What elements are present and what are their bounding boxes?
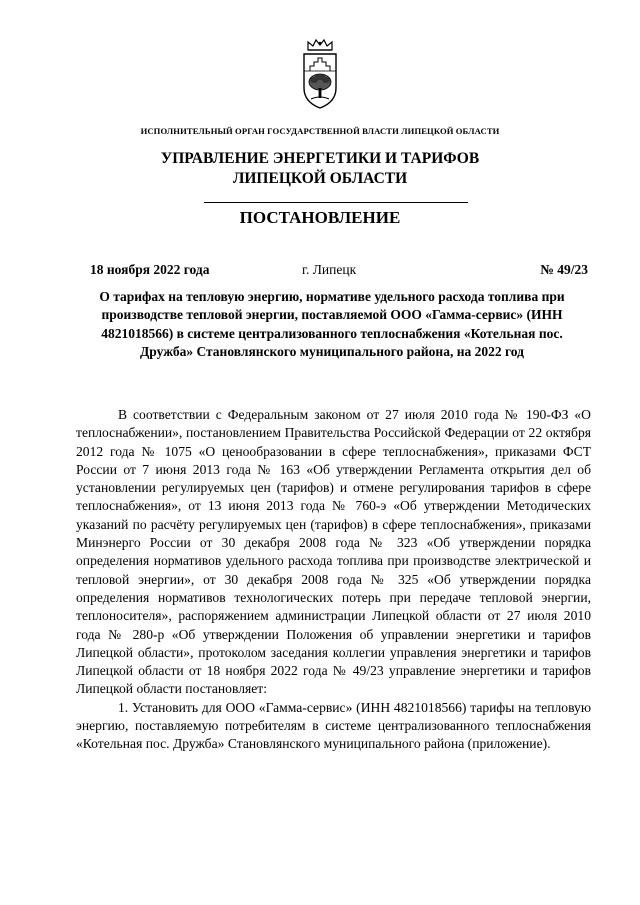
document-body xyxy=(76,406,591,754)
header-divider xyxy=(204,202,468,203)
document-date: 18 ноября 2022 года xyxy=(90,262,210,277)
body-paragraph-preamble: В соответствии с Федеральным законом от 27 июля 2010 года № 190-ФЗ «О теплоснабжении», постановлением Правительства Российской Федерации от 22 октября 2012 года № 1075 «О ценообразовании в сфере теплоснабжения», приказами ФСТ России от 7 июня 2013 года № 163 «Об утверждении Регламента открытия дел об установлении регулируемых цен (тарифов) и отмене регулирования тарифов в сфере теплоснабжения», от 13 июня 2013 года № 760-э «Об утверждении Методических указаний по расчёту регулируемых цен (тарифов) в сфере теплоснабжения», приказами Минэнерго России от 30 декабря 2008 года № 323 «Об утверждении порядка определения нормативов удельного расхода топлива при производстве электрической и тепловой энергии», от 30 декабря 2008 года № 325 «Об утверждении порядка определения нормативов технологических потерь при передаче тепловой энергии, теплоносителя», распоряжением администрации Липецкой области от 27 июля 2010 года № 280-р «Об утверждении Положения об управлении энергетики и тарифов Липецкой области», протоколом заседания коллегии управления энергетики и тарифов Липецкой области от 18 ноября 2022 года № 49/23 управление энергетики и тарифов Липецкой области постановляет: xyxy=(76,407,591,697)
document-type-title: ПОСТАНОВЛЕНИЕ xyxy=(239,208,401,227)
document-subject: О тарифах на тепловую энергию, нормативе удельного расхода топлива при производстве тепловой энергии, поставляемой ООО «Гамма-сервис» (ИНН 4821018566) в системе централизованного теплоснабжения «Котельная пос. Дружба» Становлянского муниципального района, на 2022 год xyxy=(99,289,565,359)
body-paragraph-item-1: 1. Установить для ООО «Гамма-сервис» (ИНН 4821018566) тарифы на тепловую энергию, поставляемую потребителям в системе централизованного теплоснабжения «Котельная пос. Дружба» Становлянского муниципального района (приложение). xyxy=(76,699,591,752)
coat-of-arms-icon xyxy=(300,38,340,110)
department-line-1: УПРАВЛЕНИЕ ЭНЕРГЕТИКИ И ТАРИФОВ xyxy=(160,150,480,167)
organization-name: ИСПОЛНИТЕЛЬНЫЙ ОРГАН ГОСУДАРСТВЕННОЙ ВЛАСТИ ЛИПЕЦКОЙ ОБЛАСТИ xyxy=(140,126,500,136)
document-city: г. Липецк xyxy=(302,262,357,277)
document-number: № 49/23 xyxy=(540,262,588,277)
department-line-2: ЛИПЕЦКОЙ ОБЛАСТИ xyxy=(232,170,408,187)
department-name xyxy=(0,149,640,189)
